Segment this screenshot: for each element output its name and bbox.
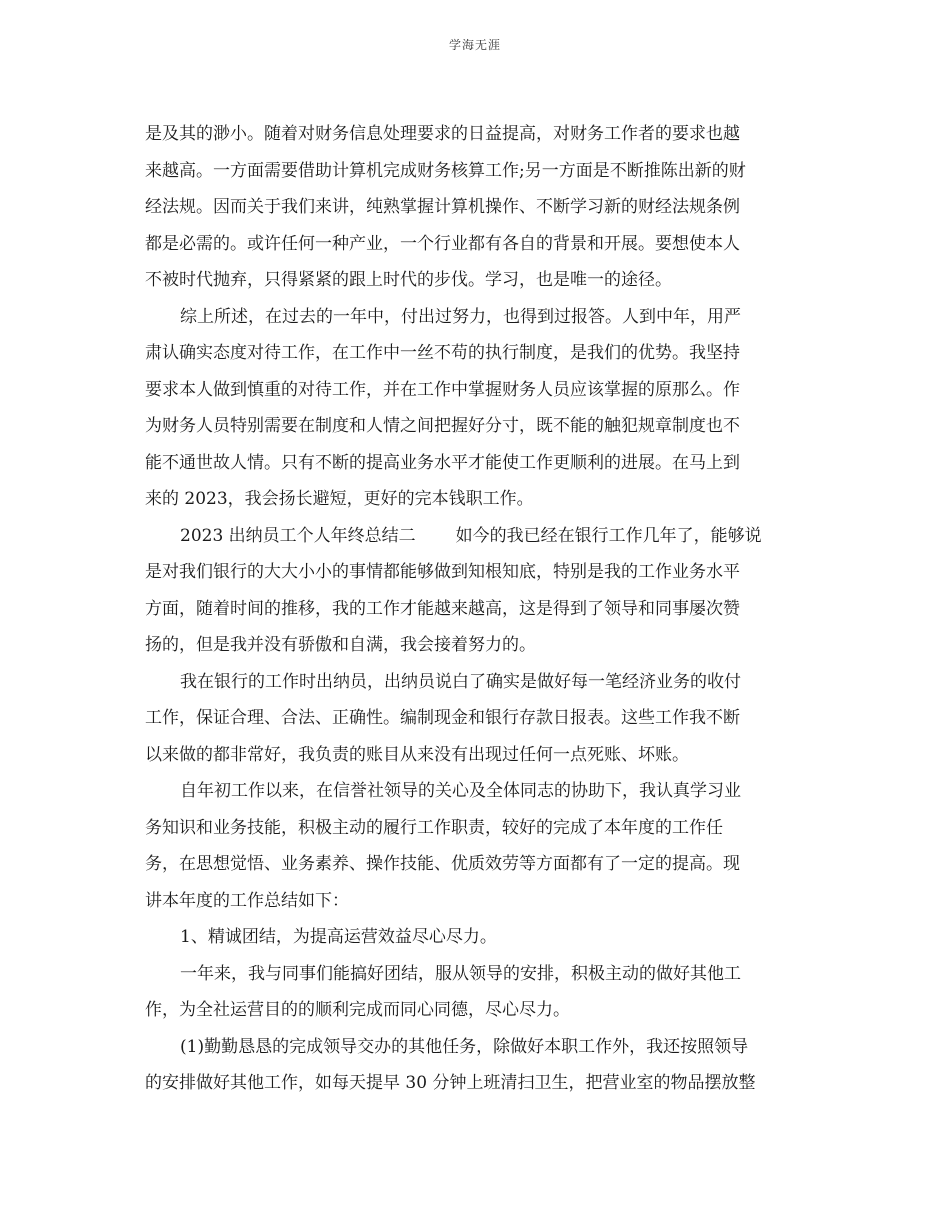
- text-line: 自年初工作以来，在信誉社领导的关心及全体同志的协助下，我认真学习业: [180, 781, 741, 801]
- text-line: 要求本人做到慎重的对待工作，并在工作中掌握财务人员应该掌握的原那么。作: [145, 379, 740, 400]
- text-line: 都是必需的。或许任何一种产业，一个行业都有各自的背景和开展。要想使本人: [145, 233, 740, 254]
- text-line: 务知识和业务技能，积极主动的履行工作职责，较好的完成了本年度的工作任: [145, 817, 723, 838]
- text-line: 为财务人员特别需要在制度和人情之间把握好分寸，既不能的触犯规章制度也不: [145, 416, 740, 436]
- text-line: 综上所述，在过去的一年中，付出过努力，也得到过报答。人到中年，用严: [180, 306, 741, 327]
- text-line: 来的 2023，我会扬长避短，更好的完本钱职工作。: [145, 489, 534, 509]
- section-heading-line: [145, 518, 805, 555]
- text-line: 作，为全社运营目的的顺利完成而同心同德，尽心尽力。: [145, 1000, 570, 1020]
- text-line: 是对我们银行的大大小小的事情都能够做到知根知底，特别是我的工作业务水平: [145, 562, 740, 582]
- text-line: (1)勤勤恳恳的完成领导交办的其他任务，除做好本职工作外，我还按照领导: [180, 1036, 749, 1057]
- text-line: 方面，随着时间的推移，我的工作才能越来越高，这是得到了领导和同事屡次赞: [145, 598, 740, 619]
- text-line: 是及其的渺小。随着对财务信息处理要求的日益提高，对财务工作者的要求也越: [145, 124, 740, 144]
- text-line: 工作，保证合理、合法、正确性。编制现金和银行存款日报表。这些工作我不断: [145, 708, 740, 728]
- text-line: 以来做的都非常好，我负责的账目从来没有出现过任何一点死账、坏账。: [145, 744, 689, 765]
- section-heading: 2023 出纳员工个人年终总结二: [180, 525, 416, 546]
- text-line: 的安排做好其他工作，如每天提早 30 分钟上班清扫卫生，把营业室的物品摆放整: [145, 1073, 756, 1093]
- text-line: 来越高。一方面需要借助计算机完成财务核算工作;另一方面是不断推陈出新的财: [145, 160, 746, 181]
- text-line: 一年来，我与同事们能搞好团结，服从领导的安排，积极主动的做好其他工: [180, 963, 741, 984]
- text-line: 我在银行的工作时出纳员，出纳员说白了确实是做好每一笔经济业务的收付: [180, 671, 741, 692]
- text-line: 肃认确实态度对待工作，在工作中一丝不苟的执行制度，是我们的优势。我坚持: [145, 343, 740, 363]
- text-line: 经法规。因而关于我们来讲，纯熟掌握计算机操作、不断学习新的财经法规条例: [145, 197, 740, 217]
- text-line: 不被时代抛弃，只得紧紧的跟上时代的步伐。学习，也是唯一的途径。: [145, 270, 672, 290]
- list-item-heading: 1、精诚团结，为提高运营效益尽心尽力。: [180, 927, 497, 947]
- text-line: 扬的，但是我并没有骄傲和自满，我会接着努力的。: [145, 635, 536, 655]
- page-header: 学海无涯: [448, 38, 501, 52]
- text-line: 能不通世故人情。只有不断的提高业务水平才能使工作更顺利的进展。在马上到: [145, 452, 740, 473]
- document-body: [145, 116, 805, 1102]
- text-run: 如今的我已经在银行工作几年了，能够说: [455, 525, 762, 546]
- text-line: 讲本年度的工作总结如下：: [145, 890, 349, 911]
- text-line: 务，在思想觉悟、业务素养、操作技能、优质效劳等方面都有了一定的提高。现: [145, 854, 740, 874]
